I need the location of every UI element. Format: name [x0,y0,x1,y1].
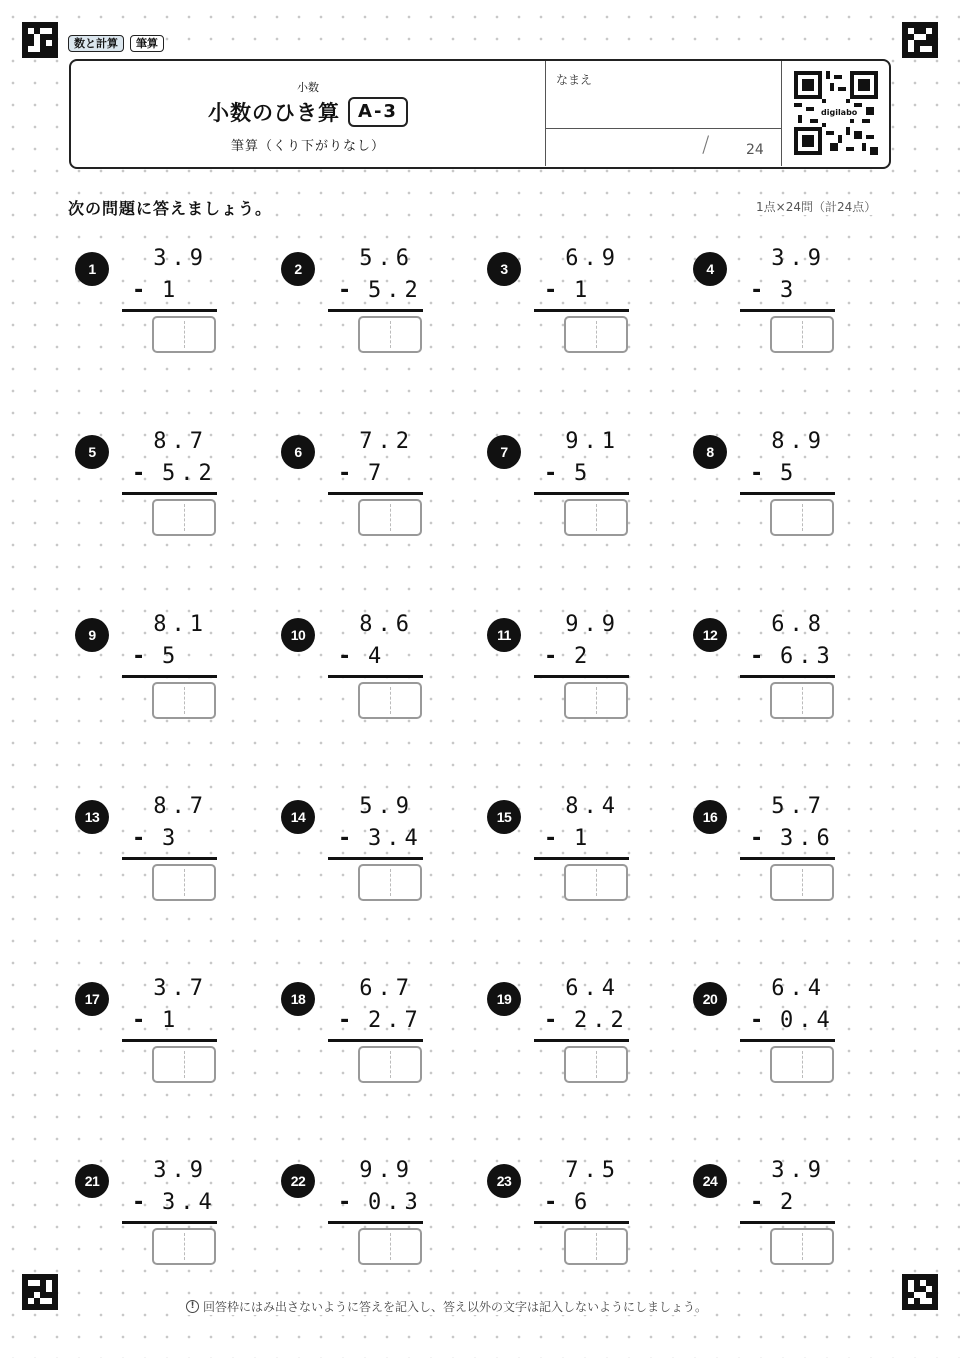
name-score-area [545,61,781,166]
problem-10 [278,612,438,742]
minuend: 3.9 [153,246,208,271]
minus-sign: - [132,1008,146,1033]
info-icon: ! [186,1300,199,1313]
problem-number-badge: 3 [487,252,521,286]
problem-8 [690,429,850,559]
minuend: 5.6 [359,246,414,271]
problem-number-badge: 16 [693,800,727,834]
problem-13 [72,794,232,924]
answer-box[interactable] [358,864,422,901]
problem-14 [278,794,438,924]
page-title: 小数のひき算 [208,101,341,125]
subtrahend: 6 [574,1190,593,1215]
answer-rule-line [122,1221,217,1224]
answer-box[interactable] [770,1046,834,1083]
minuend: 3.9 [771,246,826,271]
answer-rule-line [740,1039,835,1042]
problem-number-badge: 2 [281,252,315,286]
minus-sign: - [338,278,352,303]
problem-number-badge: 24 [693,1164,727,1198]
problem-20 [690,976,850,1106]
problem-12 [690,612,850,742]
minuend: 9.1 [565,429,620,454]
answer-rule-line [328,1221,423,1224]
answer-rule-line [534,675,629,678]
minuend: 8.4 [565,794,620,819]
answer-box[interactable] [358,316,422,353]
problem-16 [690,794,850,924]
problem-number-badge: 12 [693,618,727,652]
minus-sign: - [544,1190,558,1215]
answer-rule-line [122,857,217,860]
answer-box[interactable] [358,1228,422,1265]
answer-rule-line [534,857,629,860]
minuend: 6.7 [359,976,414,1001]
minus-sign: - [338,1190,352,1215]
corner-marker-bottom-right [902,1274,938,1310]
minuend: 7.5 [565,1158,620,1183]
answer-rule-line [534,1039,629,1042]
answer-box[interactable] [770,1228,834,1265]
minuend: 9.9 [565,612,620,637]
answer-box[interactable] [564,682,628,719]
problem-4 [690,246,850,376]
minus-sign: - [132,1190,146,1215]
subtrahend: 1 [574,278,593,303]
answer-box[interactable] [564,316,628,353]
answer-rule-line [122,675,217,678]
minuend: 5.7 [771,794,826,819]
problem-number-badge: 11 [487,618,521,652]
answer-box[interactable] [152,1046,216,1083]
minus-sign: - [338,826,352,851]
corner-marker-bottom-left [22,1274,58,1310]
problem-number-badge: 10 [281,618,315,652]
problem-18 [278,976,438,1106]
footer-note [186,1298,707,1315]
footer-note-text: 回答枠にはみ出さないように答えを記入し、答え以外の文字は記入しないようにしましょう。 [203,1300,708,1314]
minuend: 8.7 [153,429,208,454]
answer-box[interactable] [152,316,216,353]
problem-number-badge: 23 [487,1164,521,1198]
minus-sign: - [544,278,558,303]
minus-sign: - [132,461,146,486]
problem-number-badge: 9 [75,618,109,652]
subtrahend: 0.4 [780,1008,835,1033]
problem-9 [72,612,232,742]
problem-11 [484,612,644,742]
minus-sign: - [750,1190,764,1215]
minus-sign: - [544,826,558,851]
minuend: 6.9 [565,246,620,271]
answer-box[interactable] [358,682,422,719]
subtrahend: 3 [162,826,181,851]
minus-sign: - [338,644,352,669]
title-description: 筆算（くり下がりなし） [230,139,385,154]
problem-5 [72,429,232,559]
problem-15 [484,794,644,924]
minus-sign: - [544,461,558,486]
subtrahend: 2.7 [368,1008,423,1033]
answer-box[interactable] [564,1046,628,1083]
problem-23 [484,1158,644,1288]
answer-box[interactable] [152,1228,216,1265]
subtrahend: 4 [368,644,387,669]
answer-box[interactable] [152,682,216,719]
answer-box[interactable] [770,316,834,353]
minuend: 8.7 [153,794,208,819]
qr-code-area [781,61,891,166]
minuend: 6.4 [771,976,826,1001]
problem-number-badge: 18 [281,982,315,1016]
answer-rule-line [534,1221,629,1224]
points-note: 1点×24問（計24点） [756,200,877,214]
problem-number-badge: 6 [281,435,315,469]
problem-number-badge: 22 [281,1164,315,1198]
minuend: 5.9 [359,794,414,819]
minus-sign: - [132,278,146,303]
minus-sign: - [750,1008,764,1033]
answer-rule-line [740,492,835,495]
problem-19 [484,976,644,1106]
minuend: 3.9 [153,1158,208,1183]
problem-number-badge: 13 [75,800,109,834]
answer-rule-line [534,492,629,495]
problem-number-badge: 7 [487,435,521,469]
subtrahend: 3.4 [368,826,423,851]
minuend: 7.2 [359,429,414,454]
problem-7 [484,429,644,559]
score-total: 24 [746,142,764,158]
problem-number-badge: 4 [693,252,727,286]
subtrahend: 5 [780,461,799,486]
answer-rule-line [328,309,423,312]
problem-21 [72,1158,232,1288]
problem-number-badge: 21 [75,1164,109,1198]
minuend: 8.1 [153,612,208,637]
minus-sign: - [544,1008,558,1033]
subtrahend: 1 [574,826,593,851]
answer-box[interactable] [564,499,628,536]
score-slash: / [702,133,710,158]
minuend: 3.9 [771,1158,826,1183]
answer-box[interactable] [564,864,628,901]
minus-sign: - [132,826,146,851]
minuend: 6.8 [771,612,826,637]
subtrahend: 0.3 [368,1190,423,1215]
answer-rule-line [740,675,835,678]
subtrahend: 7 [368,461,387,486]
subtrahend: 2 [574,644,593,669]
problem-number-badge: 8 [693,435,727,469]
subtrahend: 3 [780,278,799,303]
subtrahend: 5.2 [368,278,423,303]
problem-2 [278,246,438,376]
problem-number-badge: 5 [75,435,109,469]
problem-number-badge: 17 [75,982,109,1016]
subtrahend: 1 [162,278,181,303]
answer-rule-line [534,309,629,312]
problem-number-badge: 1 [75,252,109,286]
minuend: 8.6 [359,612,414,637]
minus-sign: - [544,644,558,669]
minus-sign: - [750,461,764,486]
subtrahend: 3.6 [780,826,835,851]
answer-rule-line [740,857,835,860]
problem-number-badge: 14 [281,800,315,834]
minus-sign: - [338,1008,352,1033]
tag-column-calc: 筆算 [130,35,164,52]
answer-rule-line [740,1221,835,1224]
answer-box[interactable] [770,682,834,719]
instruction-text: 次の問題に答えましょう。 [68,196,272,219]
minuend: 9.9 [359,1158,414,1183]
subtrahend: 5 [162,644,181,669]
answer-rule-line [328,675,423,678]
tag-number-calc: 数と計算 [68,35,124,52]
worksheet-header [69,59,891,169]
problem-1 [72,246,232,376]
subtrahend: 6.3 [780,644,835,669]
minus-sign: - [338,461,352,486]
qr-brand-label: digilabo [821,108,858,117]
answer-box[interactable] [358,1046,422,1083]
title-area [71,61,545,166]
answer-box[interactable] [564,1228,628,1265]
answer-rule-line [122,492,217,495]
category-label: 小数 [297,81,319,94]
problem-22 [278,1158,438,1288]
answer-rule-line [328,1039,423,1042]
corner-marker-top-left [22,22,58,58]
corner-marker-top-right [902,22,938,58]
category-tags [68,35,164,52]
minus-sign: - [750,826,764,851]
problem-number-badge: 15 [487,800,521,834]
subtrahend: 3.4 [162,1190,217,1215]
answer-box[interactable] [152,499,216,536]
minus-sign: - [132,644,146,669]
minus-sign: - [750,278,764,303]
answer-box[interactable] [152,864,216,901]
answer-rule-line [328,492,423,495]
subtrahend: 5.2 [162,461,217,486]
minuend: 8.9 [771,429,826,454]
problem-3 [484,246,644,376]
problem-6 [278,429,438,559]
answer-box[interactable] [770,864,834,901]
problem-24 [690,1158,850,1288]
subtrahend: 2.2 [574,1008,629,1033]
level-code-badge: A-3 [348,97,408,127]
minus-sign: - [750,644,764,669]
problem-number-badge: 20 [693,982,727,1016]
subtrahend: 5 [574,461,593,486]
name-label: なまえ [556,73,593,87]
answer-box[interactable] [358,499,422,536]
minuend: 3.7 [153,976,208,1001]
answer-rule-line [328,857,423,860]
subtrahend: 1 [162,1008,181,1033]
minuend: 6.4 [565,976,620,1001]
answer-rule-line [740,309,835,312]
problem-number-badge: 19 [487,982,521,1016]
answer-rule-line [122,309,217,312]
answer-rule-line [122,1039,217,1042]
subtrahend: 2 [780,1190,799,1215]
problem-17 [72,976,232,1106]
answer-box[interactable] [770,499,834,536]
name-score-divider [546,128,781,129]
